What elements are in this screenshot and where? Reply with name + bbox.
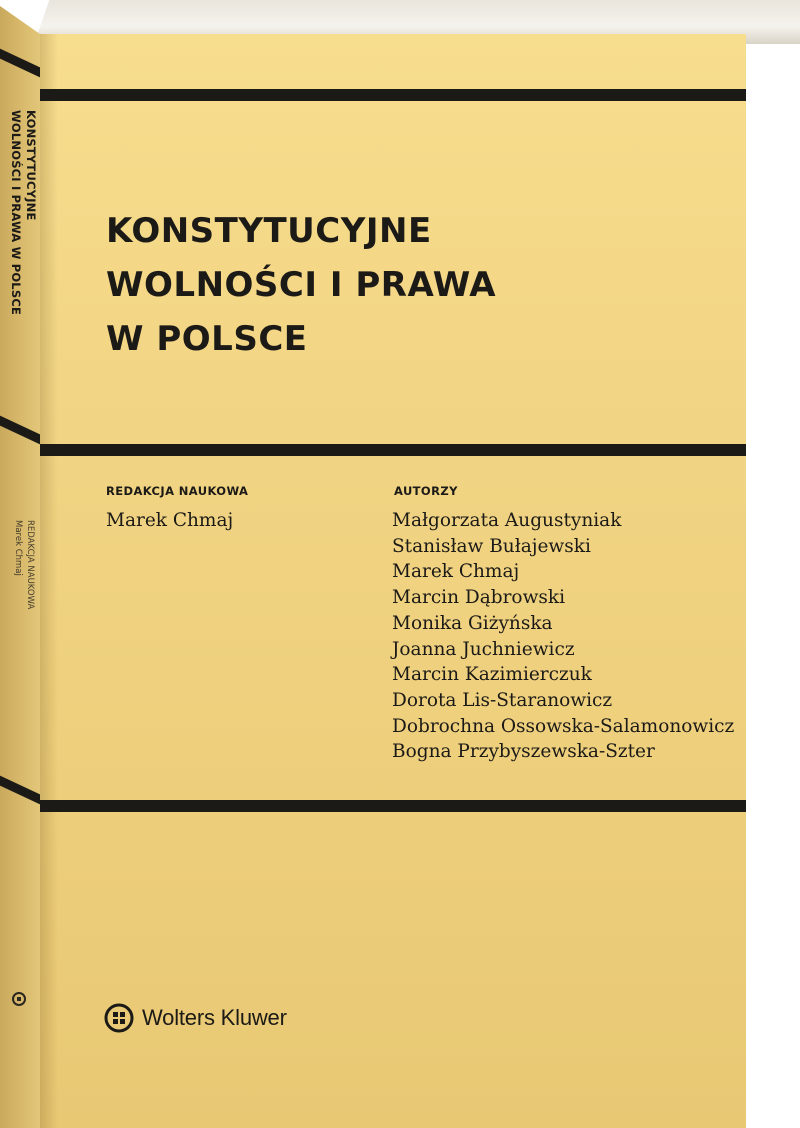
author-name: Dorota Lis-Staranowicz [392, 689, 613, 711]
publisher-name: Wolters Kluwer [142, 1005, 287, 1030]
author-name: Marcin Dąbrowski [392, 587, 566, 609]
cover-rule-bottom [40, 800, 746, 812]
title-line-3: W POLSCE [106, 319, 308, 359]
title-line-1: KONSTYTUCYJNE [106, 211, 432, 251]
author-name: Marcin Kazimierczuk [392, 664, 592, 686]
cover-fold-shadow [40, 34, 58, 1128]
spine-publisher-logo-icon [12, 992, 26, 1006]
author-name: Monika Giżyńska [392, 612, 553, 634]
authors-list [392, 508, 734, 765]
spine-editor: REDAKCJA NAUKOWA Marek Chmaj [13, 520, 35, 610]
author-name: Bogna Przybyszewska-Szter [392, 741, 655, 763]
publisher-logo [104, 1003, 287, 1033]
author-name: Małgorzata Augustyniak [392, 510, 622, 531]
cover-rule-middle [40, 444, 746, 456]
author-name: Marek Chmaj [392, 561, 520, 583]
spine-title: KONSTYTUCYJNE WOLNOŚCI I PRAWA W POLSCE [9, 110, 38, 316]
author-name: Stanisław Bułajewski [392, 535, 591, 557]
book-title [106, 204, 496, 366]
authors-label: AUTORZY [394, 484, 458, 498]
title-line-2: WOLNOŚCI I PRAWA [106, 265, 497, 305]
editor-label: REDAKCJA NAUKOWA [106, 484, 249, 498]
cover-rule-top [40, 89, 746, 101]
wolters-kluwer-logo-icon [104, 1003, 134, 1033]
author-name: Joanna Juchniewicz [392, 638, 575, 660]
editor-name: Marek Chmaj [106, 510, 234, 531]
author-name: Dobrochna Ossowska-Salamonowicz [392, 715, 735, 737]
